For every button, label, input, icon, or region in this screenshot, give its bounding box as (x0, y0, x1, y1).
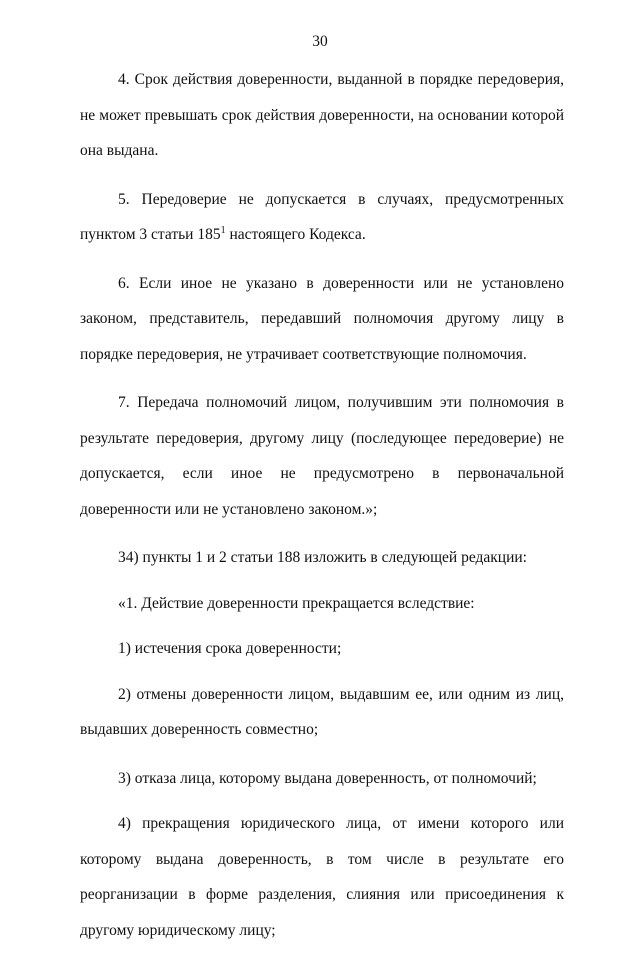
paragraph-5-exceptions (80, 182, 564, 253)
paragraph-termination-intro: «1. Действие доверенности прекращается вследствие: (118, 594, 475, 612)
page-number: 30 (312, 33, 328, 50)
paragraph-4-term-limit: 4. Срок действия доверенности, выданной в порядке передоверия, не может превышать срок действия доверенности, на основании которой она выдана. (80, 71, 564, 159)
list-item-2: 2) отмены доверенности лицом, выдавшим ее, или одним из лиц, выдавших доверенность совместно; (80, 685, 564, 738)
paragraph-5-text: 5. Передоверие не допускается в случаях, предусмотренных пунктом 3 статьи 185 (80, 190, 564, 243)
document-body (80, 62, 564, 961)
paragraph-7-subsequent-delegation: 7. Передача полномочий лицом, получившим эти полномочия в результате передоверия, другому лицу (последующее передоверие) не допускается, если иное не предусмотрено в первоначальной доверенности или не установлено законом.»; (80, 394, 564, 518)
list-item-4: 4) прекращения юридического лица, от имени которого или которому выдана доверенность, в том числе в результате его реорганизации в форме разделения, слияния или присоединения к другому юридическому лицу; (80, 815, 564, 939)
list-item-1: 1) истечения срока доверенности; (118, 640, 342, 657)
article-superscript: 1 (220, 224, 226, 236)
paragraph-5-tail: настоящего Кодекса. (225, 226, 366, 243)
paragraph-6-representative: 6. Если иное не указано в доверенности или не установлено законом, представитель, передавший полномочия другому лицу в порядке передоверия, не утрачивает соответствующие полномочия. (80, 274, 564, 363)
list-item-3: 3) отказа лица, которому выдана доверенность, от полномочий; (118, 769, 537, 787)
paragraph-34-amendment: 34) пункты 1 и 2 статьи 188 изложить в следующей редакции: (118, 549, 527, 566)
